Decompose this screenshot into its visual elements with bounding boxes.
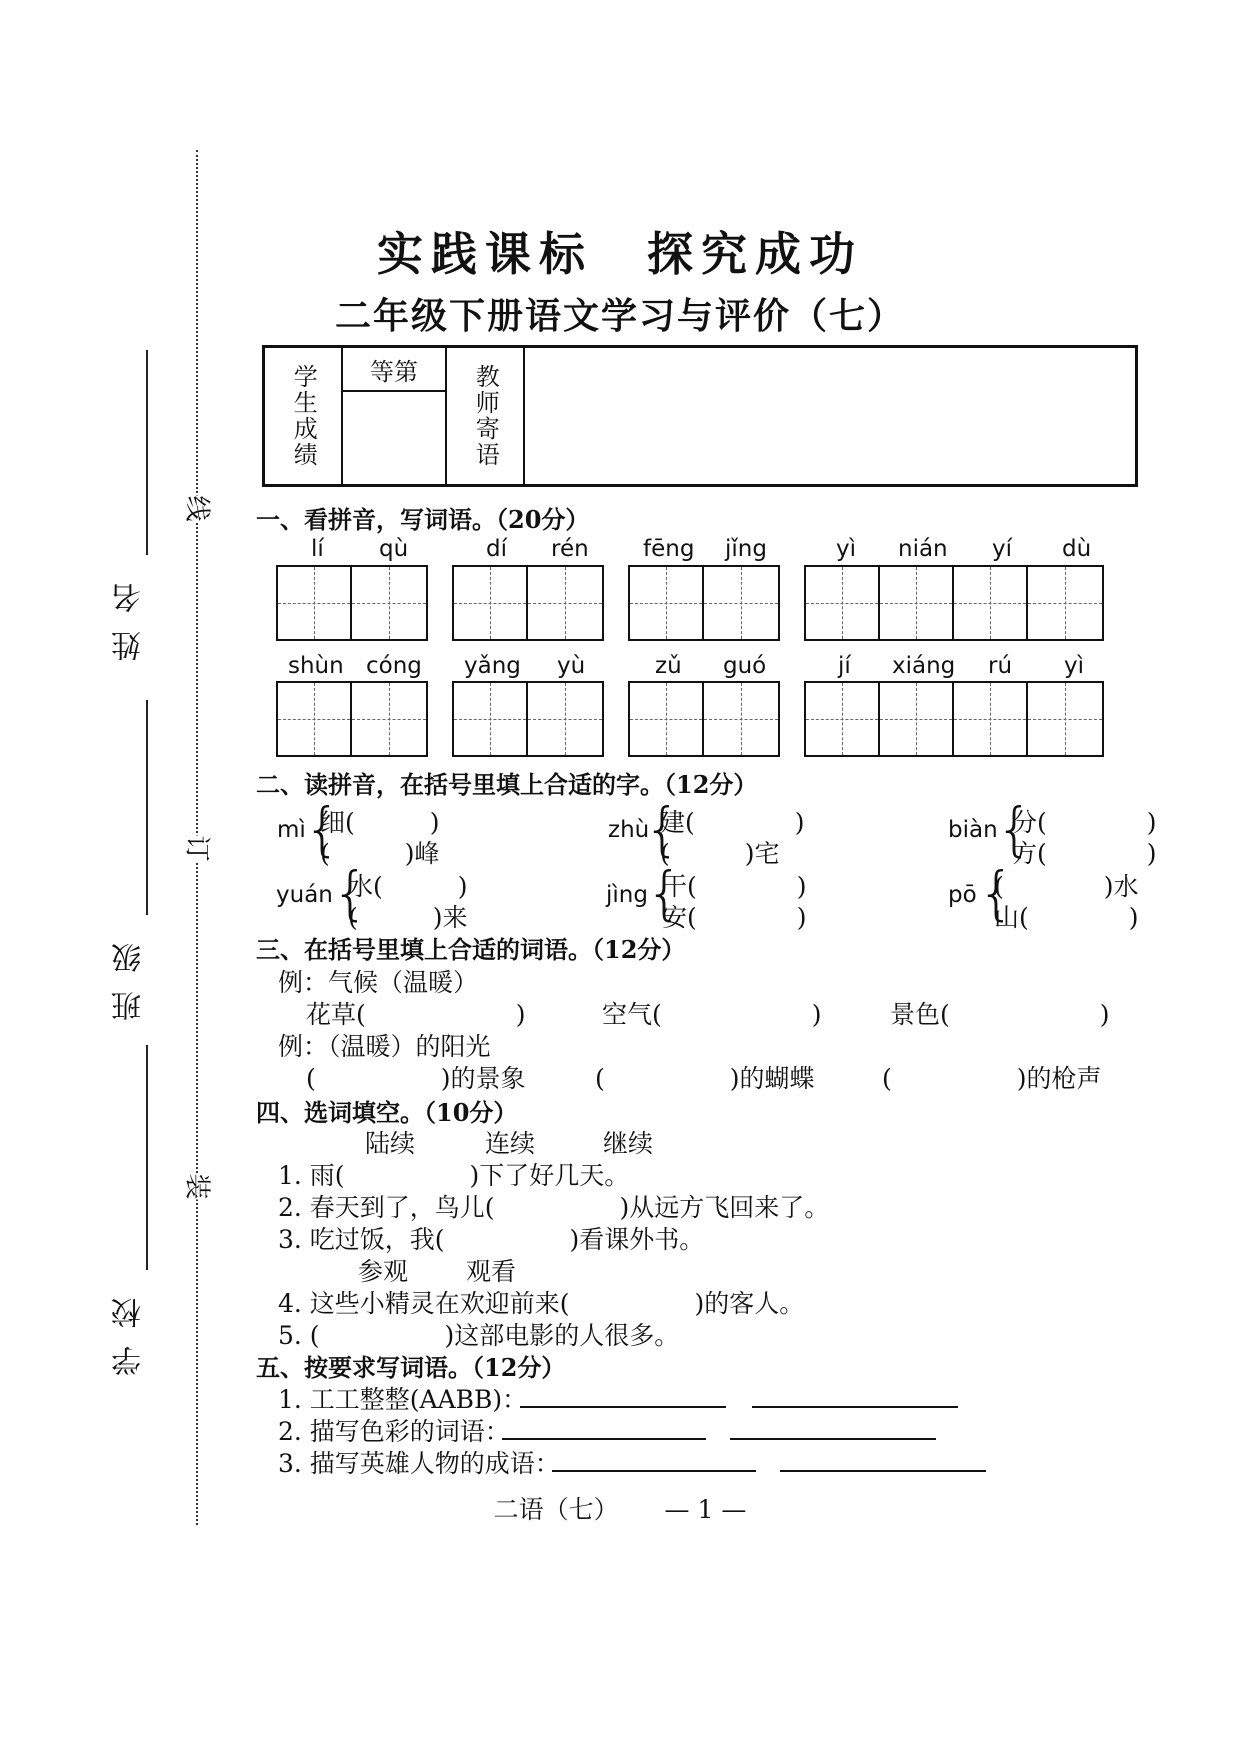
word-choice: 连续 [485, 1129, 536, 1158]
question[interactable]: 5. ( )这部电影的人很多。 [278, 1321, 680, 1350]
fill-line[interactable]: 干( ) [662, 872, 807, 901]
pinyin: jǐng [725, 536, 767, 562]
binding-char-xian: 线 [181, 495, 218, 521]
pinyin: yù [557, 653, 586, 679]
char-grid[interactable] [452, 565, 604, 641]
section1-heading: 一、看拼音，写词语。（20分） [256, 505, 590, 534]
footer-code: 二语（七） [493, 1495, 619, 1524]
char-grid[interactable] [452, 681, 604, 757]
fill-item[interactable]: ( )的枪声 [882, 1064, 1102, 1093]
binding-char-ding: 订 [181, 835, 218, 861]
question[interactable]: 4. 这些小精灵在欢迎前来( )的客人。 [278, 1289, 805, 1318]
fill-line[interactable]: ( )峰 [320, 839, 440, 868]
school-line[interactable] [146, 1045, 148, 1270]
word-choice: 陆续 [365, 1129, 416, 1158]
pinyin: lí [311, 536, 324, 562]
fill-item[interactable]: ( )的蝴蝶 [595, 1064, 815, 1093]
word-choice: 观看 [466, 1257, 517, 1286]
fill-line[interactable]: 水( ) [348, 872, 468, 901]
fill-item[interactable]: 景色( ) [890, 1000, 1110, 1029]
class-label: 班级 [112, 925, 147, 1021]
fill-line[interactable]: 细( ) [320, 808, 440, 837]
word-choice: 继续 [603, 1129, 654, 1158]
fill-item[interactable]: 花草( ) [306, 1000, 526, 1029]
teacher-comment-field[interactable] [524, 347, 1137, 486]
name-line[interactable] [146, 350, 148, 555]
answer-line[interactable] [502, 1438, 706, 1440]
fill-line[interactable]: 山( ) [994, 903, 1139, 932]
section3-heading: 三、在括号里填上合适的词语。（12分） [256, 935, 686, 964]
pinyin: cóng [366, 653, 422, 679]
student-score-cell [264, 347, 343, 486]
page-number: — 1 — [664, 1495, 747, 1524]
pinyin: qù [379, 536, 409, 562]
char-grid[interactable] [804, 681, 1104, 757]
pinyin: xiáng [892, 653, 956, 679]
pinyin: rú [988, 653, 1013, 679]
example-text: 例：气候（温暖） [278, 968, 479, 997]
pinyin: guó [723, 653, 767, 679]
pinyin: fēng [643, 536, 695, 562]
footer [0, 1490, 1240, 1526]
word-choice: 参观 [358, 1257, 409, 1286]
class-line[interactable] [146, 700, 148, 915]
question: 1. 工工整整(AABB)： [278, 1385, 528, 1414]
pinyin: nián [898, 536, 948, 562]
page-subtitle: 二年级下册语文学习与评价（七） [334, 295, 905, 337]
brace: { [332, 859, 369, 927]
question[interactable]: 2. 春天到了，鸟儿( )从远方飞回来了。 [278, 1193, 830, 1222]
brace: { [304, 795, 341, 863]
fill-line[interactable]: ( )来 [348, 903, 468, 932]
fill-line[interactable]: 建( ) [660, 808, 805, 837]
fill-line[interactable]: 分( ) [1012, 808, 1157, 837]
grade-label: 等第 [342, 347, 446, 392]
pinyin: dí [486, 536, 507, 562]
section2-heading: 二、读拼音，在括号里填上合适的字。（12分） [256, 770, 758, 799]
pinyin: dù [1062, 536, 1092, 562]
pinyin: zhù [608, 817, 650, 843]
pinyin: yì [836, 536, 857, 562]
brace: { [996, 795, 1033, 863]
char-grid[interactable] [628, 681, 780, 757]
answer-line[interactable] [552, 1470, 756, 1472]
brace: { [646, 859, 683, 927]
answer-line[interactable] [780, 1470, 986, 1472]
answer-line[interactable] [730, 1438, 936, 1440]
question: 2. 描写色彩的词语： [278, 1417, 510, 1446]
binding-char-zhuang: 装 [181, 1173, 218, 1199]
pinyin: rén [551, 536, 589, 562]
grade-field[interactable] [342, 391, 446, 486]
pinyin: yǎng [464, 653, 521, 679]
example-text: 例：（温暖）的阳光 [278, 1032, 491, 1061]
question: 3. 描写英雄人物的成语： [278, 1449, 560, 1478]
pinyin: biàn [948, 817, 998, 843]
pinyin: jí [838, 653, 851, 679]
char-grid[interactable] [628, 565, 780, 641]
answer-line[interactable] [520, 1406, 726, 1408]
school-label: 学校 [112, 1280, 147, 1376]
char-grid[interactable] [276, 565, 428, 641]
teacher-comment-cell [446, 347, 524, 486]
pinyin: yì [1064, 653, 1085, 679]
question[interactable]: 3. 吃过饭，我( )看课外书。 [278, 1225, 705, 1254]
fill-line[interactable]: 安( ) [662, 903, 807, 932]
pinyin: shùn [288, 653, 344, 679]
char-grid[interactable] [804, 565, 1104, 641]
name-label: 姓名 [112, 565, 147, 661]
question[interactable]: 1. 雨( )下了好几天。 [278, 1161, 630, 1190]
fill-line[interactable]: ( )宅 [660, 839, 780, 868]
pinyin: yí [992, 536, 1013, 562]
student-score-label: 学生成绩 [289, 364, 318, 468]
score-table [262, 345, 1138, 487]
brace: { [978, 859, 1015, 927]
pinyin: pō [948, 882, 977, 908]
section5-heading: 五、按要求写词语。（12分） [256, 1353, 566, 1382]
fill-item[interactable]: 空气( ) [602, 1000, 822, 1029]
teacher-comment-label: 教师寄语 [471, 364, 500, 468]
brace: { [644, 795, 681, 863]
char-grid[interactable] [276, 681, 428, 757]
pinyin: yuán [276, 882, 333, 908]
page-title: 实践课标 探究成功 [377, 227, 863, 281]
pinyin: zǔ [655, 653, 682, 679]
pinyin: mì [277, 817, 306, 843]
section4-heading: 四、选词填空。（10分） [256, 1098, 518, 1127]
answer-line[interactable] [752, 1406, 958, 1408]
fill-item[interactable]: ( )的景象 [306, 1064, 526, 1093]
fill-line[interactable]: ( )水 [994, 872, 1139, 901]
pinyin: jìng [606, 882, 648, 908]
fill-line[interactable]: 方( ) [1012, 839, 1157, 868]
